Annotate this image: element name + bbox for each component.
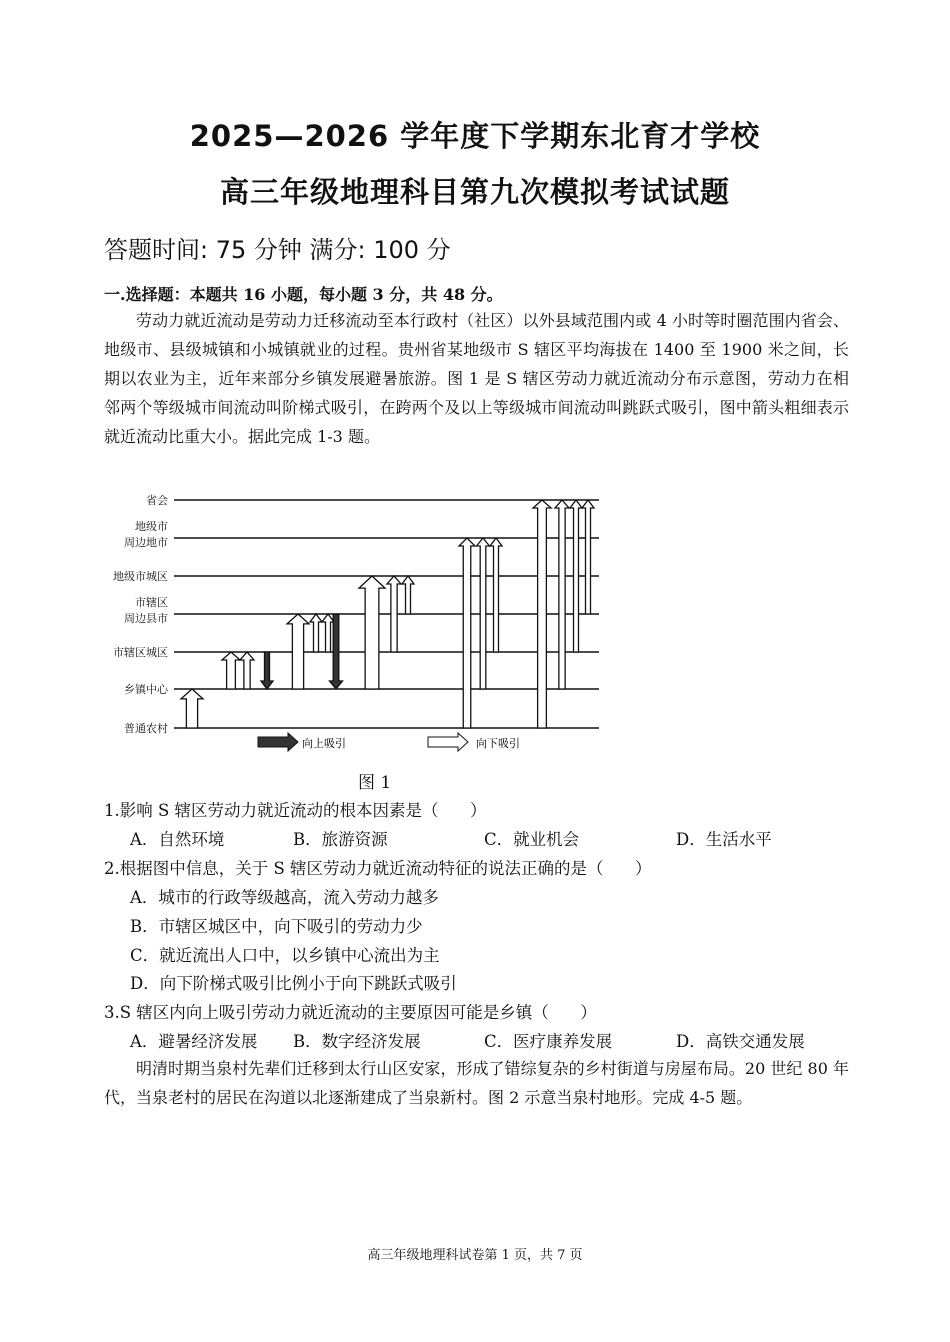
legend-down-label: 向下吸引: [476, 737, 520, 750]
question-1-option-c: C．就业机会: [484, 830, 580, 849]
downward-attraction-arrow-icon: [261, 652, 273, 689]
upward-attraction-arrow-icon: [459, 538, 475, 728]
level-label-provincial-capital: 省会: [146, 494, 168, 507]
level-label-prefecture-peripheral-2: 周边地市: [124, 536, 168, 549]
question-2-stem: 2.根据图中信息，关于 S 辖区劳动力就近流动特征的说法正确的是（ ）: [104, 859, 652, 878]
question-3-option-b: B．数字经济发展: [293, 1032, 421, 1051]
question-1-option-a: A．自然环境: [130, 830, 225, 849]
question-1-stem: 1.影响 S 辖区劳动力就近流动的根本因素是（ ）: [104, 801, 487, 820]
question-3-stem: 3.S 辖区内向上吸引劳动力就近流动的主要原因可能是乡镇（ ）: [104, 1003, 597, 1022]
level-label-village: 普通农村: [124, 722, 168, 735]
legend-down-arrow-icon: [428, 733, 468, 751]
question-3-option-d: D．高铁交通发展: [676, 1032, 805, 1051]
upward-attraction-arrow-icon: [222, 652, 240, 689]
upward-attraction-arrow-icon: [322, 614, 334, 652]
level-label-prefecture-peripheral-1: 地级市: [135, 520, 168, 533]
question-3-option-a: A．避暑经济发展: [130, 1032, 258, 1051]
exam-title-line1: 2025—2026 学年度下学期东北育才学校: [189, 119, 761, 153]
question-2-option-c: C．就近流出人口中，以乡镇中心流出为主: [130, 946, 440, 965]
exam-time-info: 答题时间: 75 分钟 满分: 100 分: [104, 236, 451, 264]
question-1-option-d: D．生活水平: [676, 830, 772, 849]
legend: [258, 733, 520, 751]
question-2-option-b: B．市辖区城区中，向下吸引的劳动力少: [130, 917, 423, 936]
level-label-district-peripheral-2: 周边县市: [124, 612, 168, 625]
legend-up-label: 向上吸引: [302, 737, 346, 750]
legend-up-arrow-icon: [258, 733, 298, 751]
level-label-town-center: 乡镇中心: [124, 683, 168, 696]
level-label-prefecture-urban: 地级市城区: [113, 570, 168, 583]
upward-attraction-arrow-icon: [310, 614, 322, 652]
section-heading: 一.选择题：本题共 16 小题，每小题 3 分，共 48 分。: [104, 285, 503, 304]
upward-attraction-arrow-icon: [359, 576, 385, 689]
question-2-option-d: D．向下阶梯式吸引比例小于向下跳跃式吸引: [130, 974, 457, 993]
level-label-district-urban: 市辖区城区: [113, 646, 168, 659]
upward-attraction-arrow-icon: [181, 689, 203, 728]
figure-1-diagram: [104, 484, 614, 754]
question-3-option-c: C．医疗康养发展: [484, 1032, 613, 1051]
figure-1-caption: 图 1: [358, 773, 392, 793]
exam-title-line2: 高三年级地理科目第九次模拟考试试题: [219, 175, 730, 209]
passage-1: 劳动力就近流动是劳动力迁移流动至本行政村（社区）以外县域范围内或 4 小时等时圈范围内省会、地级市、县级城镇和小城镇就业的过程。贵州省某地级市 S 辖区平均海拔在 1400 至 1900 米之间，长期以农业为主，近年来部分乡镇发展避暑旅游。图 1 是 S 辖区劳动力就近流动分布示意图，劳动力在相邻两个等级城市间流动叫阶梯式吸引，在跨两个及以上等级城市间流动叫跳跃式吸引，图中箭头粗细表示就近流动比重大小。据此完成 1-3 题。: [104, 311, 849, 446]
upward-attraction-arrow-icon: [402, 576, 414, 614]
upward-attraction-arrow-icon: [240, 652, 254, 689]
passage-2: 明清时期当泉村先辈们迁移到太行山区安家，形成了错综复杂的乡村街道与房屋布局。20 世纪 80 年代，当泉老村的居民在沟道以北逐渐建成了当泉新村。图 2 示意当泉村地形。完成 4-5 题。: [104, 1059, 849, 1107]
upward-attraction-arrow-icon: [555, 500, 569, 689]
upward-attraction-arrow-icon: [490, 538, 502, 652]
question-2-option-a: A．城市的行政等级越高，流入劳动力越多: [130, 888, 439, 907]
page-footer: 高三年级地理科试卷第 1 页，共 7 页: [367, 1248, 583, 1263]
level-label-district-peripheral-1: 市辖区: [135, 596, 168, 609]
upward-attraction-arrow-icon: [582, 500, 594, 614]
question-1-option-b: B．旅游资源: [293, 830, 388, 849]
